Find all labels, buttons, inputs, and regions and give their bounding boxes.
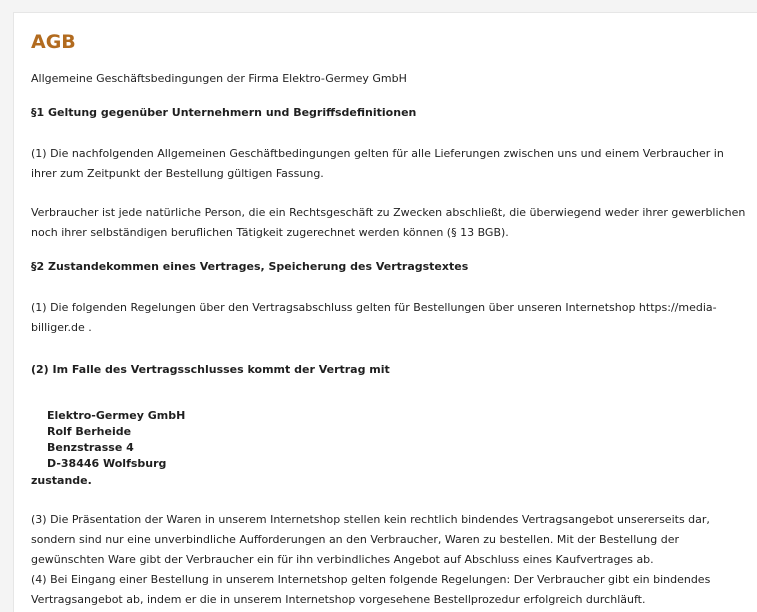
section-2-paragraph-4: (4) Bei Eingang einer Bestellung in unserem Internetshop gelten folgende Regelungen: Der Verbraucher gibt ein bindendes Vertragsangebot ab, indem er die in unserem Internetshop vorgesehene Bestellprozedur erfolgreich durchläuft. bbox=[31, 573, 711, 606]
section-1-paragraph-2: Verbraucher ist jede natürliche Person, die ein Rechtsgeschäft zu Zwecken abschließt, die überwiegend weder ihrer gewerblichen noch ihrer selbständigen beruflichen Tätigkeit zugerechnet werden können (§ 13 BGB). bbox=[31, 206, 746, 239]
zustande-text: zustande. bbox=[31, 474, 92, 487]
section-2-heading: §2 Zustandekommen eines Vertrages, Speicherung des Vertragstextes bbox=[31, 260, 469, 273]
page-title: AGB bbox=[31, 31, 76, 53]
section-1-paragraph-1: (1) Die nachfolgenden Allgemeinen Geschäftbedingungen gelten für alle Lieferungen zwischen uns und einem Verbraucher in ihrer zum Zeitpunkt der Bestellung gültigen Fassung. bbox=[31, 147, 724, 180]
address-street: Benzstrasse 4 bbox=[47, 441, 134, 454]
address-person: Rolf Berheide bbox=[47, 425, 132, 438]
address-company: Elektro-Germey GmbH bbox=[47, 409, 186, 422]
intro-text: Allgemeine Geschäftsbedingungen der Firma Elektro-Germey GmbH bbox=[31, 72, 407, 85]
address-city: D-38446 Wolfsburg bbox=[47, 457, 167, 470]
section-2-paragraph-3: (3) Die Präsentation der Waren in unserem Internetshop stellen kein rechtlich bindendes Vertragsangebot unsererseits dar, sondern sind nur eine unverbindliche Aufforderungen an den Verbraucher, Waren zu bestellen. Mit der Bestellung der gewünschten Ware gibt der Verbraucher ein für ihn verbindliches Angebot auf Abschluss eines Kaufvertrages ab. bbox=[31, 513, 710, 566]
section-2-paragraph-2: (2) Im Falle des Vertragsschlusses kommt der Vertrag mit bbox=[31, 363, 390, 376]
company-address bbox=[31, 408, 751, 472]
agb-content bbox=[31, 29, 751, 610]
content-panel bbox=[13, 12, 757, 612]
section-2-paragraph-1: (1) Die folgenden Regelungen über den Vertragsabschluss gelten für Bestellungen über unseren Internetshop https://media-billiger.de . bbox=[31, 301, 717, 334]
section-1-heading: §1 Geltung gegenüber Unternehmern und Begriffsdefinitionen bbox=[31, 106, 417, 119]
